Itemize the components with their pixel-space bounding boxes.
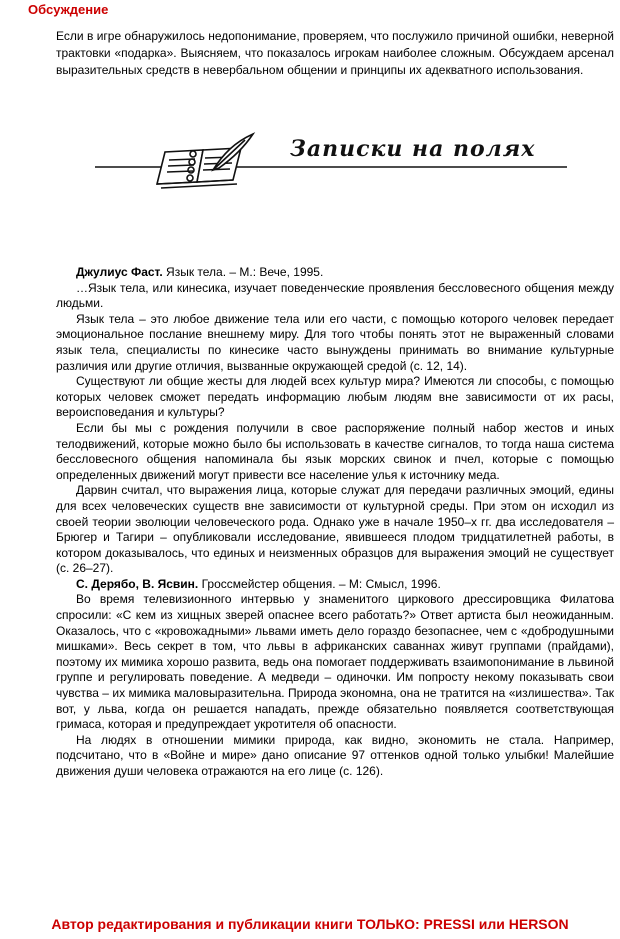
source-author: С. Дерябо, В. Ясвин. xyxy=(76,576,199,591)
source-line xyxy=(56,577,614,593)
source-citation: Гроссмейстер общения. – М: Смысл, 1996. xyxy=(198,576,441,591)
banner-title: Записки на полях xyxy=(290,136,536,162)
source-citation: Язык тела. – М.: Вече, 1995. xyxy=(162,265,324,279)
section-heading: Обсуждение xyxy=(28,2,109,17)
source-line xyxy=(56,265,614,281)
paragraph: Дарвин считал, что выражения лица, которые служат для передачи различных эмоций, едины для всех человеческих существ вне зависимости от культурной среды. При этом он исходил из своей теории эволюции человеческого рода. Однако уже в начале 1950–х гг. два исследователя – Брюгер и Тагири – опубликовали исследование, явившееся плодом тридцатилетней работы, в котором доказывалось, что единых и неизменных образцов для выражения эмоций не существует (с. 26–27). xyxy=(56,483,614,576)
article-body xyxy=(56,265,614,780)
paragraph: На людях в отношении мимики природа, как видно, экономить не стала. Например, подсчитано, что в «Войне и мире» дано описание 97 оттенков одной только улыбки! Малейшие движения души человека отражаются на его лице (с. 126). xyxy=(56,732,614,778)
notes-banner xyxy=(95,130,567,200)
paragraph: Язык тела – это любое движение тела или его части, с помощью которого человек передает эмоциональное послание внешнему миру. Для того чтобы понять этот не выраженный словами язык тела, специалисты по кинесике часто вынуждены принимать во внимание культурные различия или другие отличия, вызванные окружающей средой (с. 12, 14). xyxy=(56,311,614,373)
paragraph: Существуют ли общие жесты для людей всех культур мира? Имеются ли способы, с помощью которых человек сможет передать информацию любым людям вне зависимости от их расы, вероисповедания и культуры? xyxy=(56,374,614,420)
source-author: Джулиус Фаст. xyxy=(76,265,163,279)
footer-notice: Автор редактирования и публикации книги ТОЛЬКО: PRESSI или HERSON xyxy=(51,916,569,932)
paragraph: …Язык тела, или кинесика, изучает поведенческие проявления бессловесного общения между людьми. xyxy=(56,280,614,311)
intro-paragraph: Если в игре обнаружилось недопонимание, проверяем, что послужило причиной ошибки, неверной трактовки «подарка». Выясняем, что показалось игрокам наиболее сложным. Обсуждаем арсенал выразительных средств в невербальном общении и принципы их адекватного использования. xyxy=(56,29,614,77)
paragraph: Если бы мы с рождения получили в свое распоряжение полный набор жестов и иных телодвижений, которые можно было бы использовать в качестве сигналов, то тогда наша система бессловесного общения напоминала бы язык морских свинок и пчел, которые с помощью определенных движений могут привести все население улья к источнику меда. xyxy=(56,420,614,482)
paragraph: Во время телевизионного интервью у знаменитого циркового дрессировщика Филатова спросили: «С кем из хищных зверей опаснее всего работать?» Ответ артиста был неожиданным. Оказалось, что с «кровожадными» львами иметь дело гораздо безопаснее, чем с «добродушными мишками». Весь секрет в том, что львы в африканских саваннах живут группами (прайдами), поэтому их мимика хорошо развита, ведь она помогает поддерживать взаимопонимание в львиной группе и регулировать поведение. А медведи – одиночки. Им попросту некому показывать свои чувства – их мимика маловыразительна. Природа экономна, она не тратится на «излишества». Так вот, у льва, когда он решается нападать, прежде обязательно появляется соответствующая гримаса, которая и предупреждает укротителя об опасности. xyxy=(56,592,614,732)
